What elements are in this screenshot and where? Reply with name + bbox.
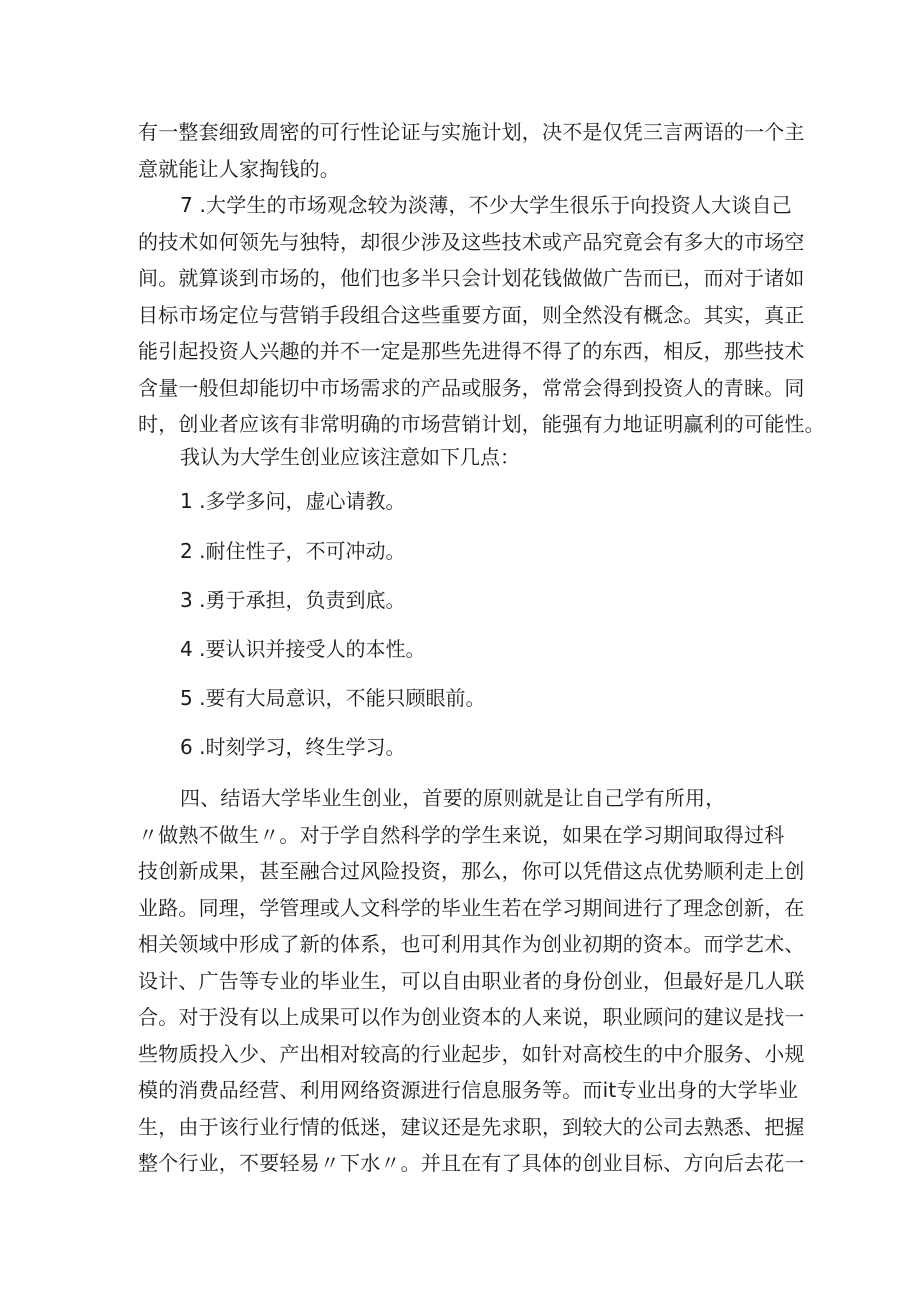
- advice-item: 1 .多学多问，虚心请教。: [180, 489, 406, 513]
- paragraph-line: 相关领域中形成了新的体系，也可利用其作为创业初期的资本。而学艺术、: [138, 932, 805, 956]
- paragraph-line: 间。就算谈到市场的，他们也多半只会计划花钱做做广告而已，而对于诸如: [138, 266, 805, 290]
- paragraph-line: 些物质投入少、产出相对较高的行业起步，如针对高校生的中介服务、小规: [138, 1041, 805, 1066]
- paragraph-line: 7 .大学生的市场观念较为淡薄，不少大学生很乐于向投资人大谈自己: [180, 193, 792, 217]
- paragraph-line: 的技术如何领先与独特，却很少涉及这些技术或产品究竟会有多大的市场空: [138, 229, 805, 254]
- paragraph-line: 模的消费品经营、利用网络资源进行信息服务等。而it专业出身的大学毕业: [138, 1078, 799, 1102]
- paragraph-line: 技创新成果，甚至融合过风险投资，那么，你可以凭借这点优势顺利走上创: [138, 859, 805, 883]
- paragraph-line: 四、结语大学毕业生创业，首要的原则就是让自己学有所用，: [180, 786, 726, 810]
- paragraph-line: 目标市场定位与营销手段组合这些重要方面，则全然没有概念。其实，真正: [138, 302, 805, 327]
- paragraph-line: 业路。同理，学管理或人文科学的毕业生若在学习期间进行了理念创新，在: [138, 895, 805, 920]
- advice-item: 5 .要有大局意识，不能只顾眼前。: [180, 686, 486, 710]
- advice-item: 6 .时刻学习，终生学习。: [180, 735, 406, 759]
- paragraph-line: 设计、广告等专业的毕业生，可以自由职业者的身份创业，但最好是几人联: [138, 968, 805, 993]
- paragraph-line: 合。对于没有以上成果可以作为创业资本的人来说，职业顾问的建议是找一: [138, 1005, 805, 1029]
- advice-heading: 我认为大学生创业应该注意如下几点：: [180, 445, 520, 469]
- paragraph-line: 意就能让人家掏钱的。: [138, 156, 340, 181]
- advice-item: 2 .耐住性子，不可冲动。: [180, 539, 406, 563]
- advice-item: 4 .要认识并接受人的本性。: [180, 637, 426, 661]
- paragraph-line: 有一整套细致周密的可行性论证与实施计划，决不是仅凭三言两语的一个主: [138, 120, 805, 144]
- intro-paragraph: [138, 114, 805, 187]
- paragraph-line: 〃做熟不做生〃。对于学自然科学的学生来说，如果在学习期间取得过科: [138, 822, 785, 847]
- advice-item: 3 .勇于承担，负责到底。: [180, 588, 406, 612]
- conclusion-paragraph: [138, 780, 805, 1182]
- paragraph-line: 整个行业，不要轻易〃下水〃。并且在有了具体的创业目标、方向后去花一: [138, 1151, 805, 1175]
- paragraph-line: 能引起投资人兴趣的并不一定是那些先进得不得了的东西，相反，那些技术: [138, 339, 805, 363]
- paragraph-line: 时，创业者应该有非常明确的市场营销计划，能强有力地证明赢利的可能性。: [138, 412, 825, 436]
- paragraph-line: 含量一般但却能切中市场需求的产品或服务，常常会得到投资人的青睐。同: [138, 375, 805, 400]
- point-7-paragraph: [138, 187, 825, 443]
- paragraph-line: 生，由于该行业行情的低迷，建议还是先求职，到较大的公司去熟悉、把握: [138, 1114, 805, 1139]
